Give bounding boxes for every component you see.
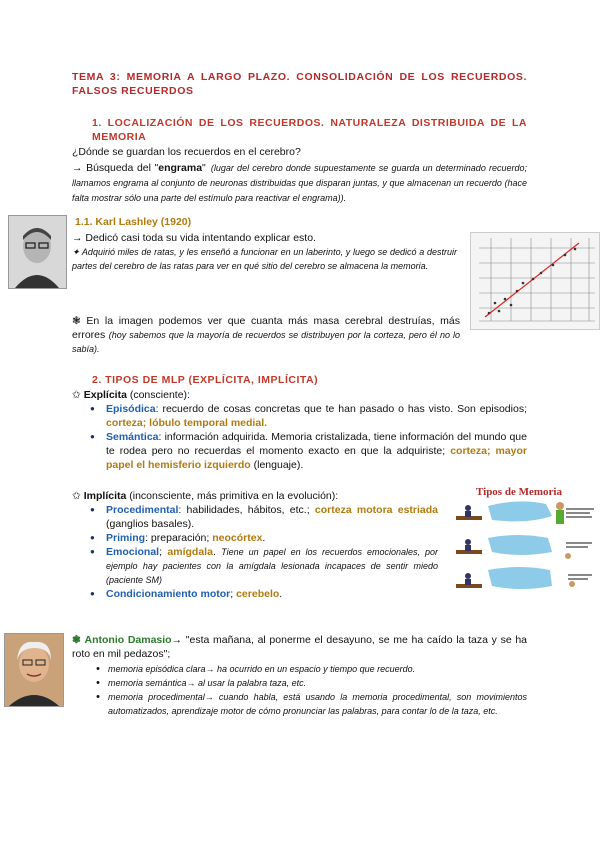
priming-text: : preparación; — [145, 532, 210, 544]
episodica-highlight: corteza; lóbulo temporal medial. — [106, 417, 268, 429]
damasio-list — [92, 662, 527, 718]
damasio-quote-block — [72, 633, 527, 661]
procedimental-highlight: corteza motora estriada — [314, 504, 438, 516]
star-icon: ✩ — [72, 490, 81, 502]
semantica-text: : información adquirida. Memoria cristalizada, tiene información del mundo que te rodea pero no recuerdas el momento exacto en que la adquiriste; — [106, 431, 527, 457]
damasio-quote: → "esta mañana, al ponerme el desayuno, se me ha caído la taza y se ha roto en mil pedazos"; — [72, 634, 528, 660]
memory-types-illustration-icon — [448, 486, 598, 606]
episodica-term: Episódica — [106, 403, 156, 415]
emocional-term: Emocional — [106, 546, 160, 558]
question-text: ¿Dónde se guardan los recuerdos en el cerebro? — [72, 146, 301, 158]
portrait-icon — [9, 216, 66, 288]
portrait-icon — [5, 634, 63, 706]
tipos-memoria-image — [448, 486, 598, 606]
list-item-episodica-ex: • memoria episódica clara→ ha ocurrido en un espacio y tiempo que recuerdo. — [92, 662, 527, 676]
engrama-prefix: → Búsqueda del " — [72, 162, 159, 174]
condicionamiento-term: Condicionamiento motor — [106, 588, 231, 600]
list-item-episodica — [90, 402, 527, 430]
star-icon: ✩ — [72, 389, 81, 401]
page-title: TEMA 3: MEMORIA A LARGO PLAZO. CONSOLIDACIÓN DE LOS RECUERDOS. FALSOS RECUERDOS — [72, 71, 527, 97]
procedimental-text: : habilidades, hábitos, etc.; — [178, 504, 310, 516]
lashley-photo — [8, 215, 67, 289]
condicionamiento-highlight: cerebelo — [236, 588, 280, 600]
list-item-semantica — [90, 430, 527, 472]
procedimental-end: (ganglios basales). — [106, 518, 195, 530]
lashley-graph-image — [470, 232, 600, 330]
semantica-end: (lenguaje). — [253, 459, 304, 471]
lashley-line1: → Dedicó casi toda su vida intentando explicar esto. — [72, 232, 316, 244]
lashley-line3-note: (hoy sabemos que la mayoría de recuerdos se distribuyen por la corteza, pero él no lo sabía). — [72, 330, 461, 354]
list-item-emocional: ● Emocional; amígdala. Tiene un papel en los recuerdos emocionales, por ejemplo hay pacientes con la amígdala lesionada incapaces de sentir miedo (paciente SM) — [90, 545, 438, 587]
emocional-note: Tiene un papel en los recuerdos emocionales, por ejemplo hay pacientes con la amígdala lesionada incapaces de sentir miedo (paciente SM) — [106, 547, 438, 585]
procedimental-term: Procedimental — [106, 504, 179, 516]
section-2-heading: 2. TIPOS DE MLP (EXPLÍCITA, IMPLÍCITA) — [92, 374, 319, 386]
implicita-list — [90, 503, 438, 601]
engrama-suffix: " — [202, 162, 206, 174]
episodica-text: : recuerdo de cosas concretas que te han pasado o has visto. Son episodios; — [155, 403, 527, 415]
priming-highlight: neocórtex — [212, 532, 263, 544]
tipos-memoria-title: Tipos de Memoria — [476, 486, 562, 498]
explicita-line — [72, 388, 190, 402]
implicita-line — [72, 489, 338, 503]
section-1-heading: 1. LOCALIZACIÓN DE LOS RECUERDOS. NATURALEZA DISTRIBUIDA DE LA MEMORIA — [92, 117, 527, 143]
lashley-line3-text: ❃ En la imagen podemos ver que cuanta más masa cerebral destruías, más errores — [72, 315, 460, 341]
semantica-highlight: corteza; mayor papel el hemisferio izquierdo — [106, 445, 528, 471]
list-item-procedimental-ex: • memoria procedimental→ cuando habla, está usando la memoria procedimental, son movimientos automatizados, aprendizaje motor de cómo pronunciar las palabras, para contar lo de la taza, etc. — [92, 690, 527, 718]
explicita-rest: (consciente): — [129, 389, 190, 401]
engrama-paragraph — [72, 160, 527, 205]
lashley-line2: ✦ Adquirió miles de ratas, y les enseñó a funcionar en un laberinto, y luego se dedicó a destruir partes del cerebro de las ratas para ver en qué sitio del cerebro se almacena la memoria. — [72, 247, 457, 271]
explicita-list — [90, 402, 527, 472]
list-item-semantica-ex: • memoria semántica→ al usar la palabra taza, etc. — [92, 676, 527, 690]
lashley-heading: 1.1. Karl Lashley (1920) — [75, 216, 192, 228]
list-item-condicionamiento: ● Condicionamiento motor; cerebelo. — [90, 587, 438, 601]
flower-icon: ❃ — [72, 634, 81, 646]
damasio-name: Antonio Damasio — [84, 634, 172, 646]
semantica-term: Semántica — [106, 431, 159, 443]
damasio-photo — [4, 633, 64, 707]
graph-icon — [471, 233, 599, 329]
emocional-highlight: amígdala — [167, 546, 213, 558]
explicita-word: Explícita — [83, 389, 127, 401]
list-item-priming: ● Priming: preparación; neocórtex. — [90, 531, 438, 545]
engrama-note: (lugar del cerebro donde supuestamente se guarda un determinado recuerdo; llamamos engrama al conjunto de neuronas distribuidas que disparan juntas, y que almacenan un recuerdo (hace falta mostrar sólo una parte del estímulo para reactivar el engrama)). — [72, 163, 527, 203]
implicita-rest: (inconsciente, más primitiva en la evolución): — [129, 490, 339, 502]
lashley-conclusion — [72, 314, 460, 356]
list-item-procedimental — [90, 503, 438, 531]
engrama-word: engrama — [158, 162, 203, 174]
implicita-word: Implícita — [83, 490, 127, 502]
priming-term: Priming — [106, 532, 146, 544]
